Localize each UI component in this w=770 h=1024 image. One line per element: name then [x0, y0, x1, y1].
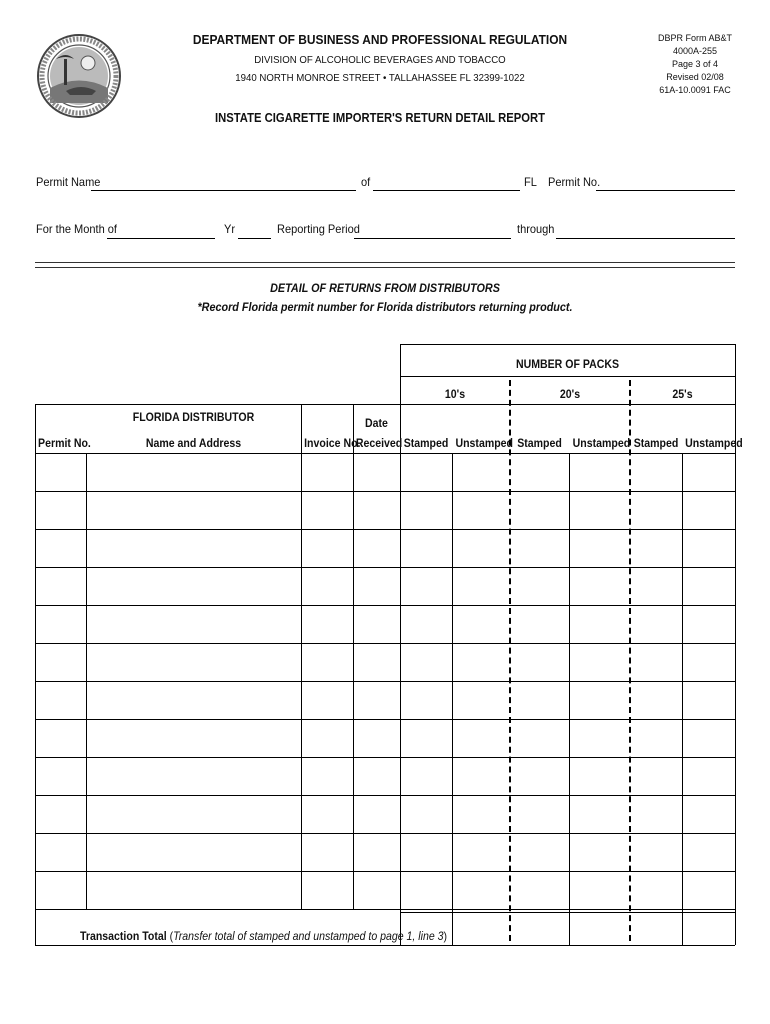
- table-row[interactable]: [36, 644, 734, 680]
- department-address: 1940 NORTH MONROE STREET • TALLAHASSEE FL 32399-1022: [235, 72, 525, 84]
- col-permit-no: Permit No.: [38, 436, 91, 450]
- table-right-border: [735, 344, 736, 945]
- permit-name-input[interactable]: [91, 190, 356, 191]
- transaction-total-title: Transaction Total: [80, 929, 167, 943]
- col-25-stamped: Stamped: [633, 436, 679, 450]
- col-20-unstamped: Unstamped: [572, 436, 631, 450]
- section-divider: [35, 262, 735, 268]
- report-title: INSTATE CIGARETTE IMPORTER'S RETURN DETAIL REPORT: [215, 111, 545, 125]
- table-bottom-line: [35, 945, 735, 946]
- number-of-packs-header: NUMBER OF PACKS: [515, 357, 620, 371]
- of-label: of: [361, 175, 371, 189]
- table-row[interactable]: [36, 682, 734, 718]
- permit-no-label: Permit No.: [548, 175, 601, 189]
- packs-header-mid-line: [400, 376, 735, 377]
- col-invoice-no: Invoice No.: [304, 436, 361, 450]
- division-name: DIVISION OF ALCOHOLIC BEVERAGES AND TOBACCO: [254, 54, 506, 66]
- year-label: Yr: [224, 222, 236, 236]
- table-row[interactable]: [36, 758, 734, 794]
- col-20-stamped: Stamped: [517, 436, 562, 450]
- revision-date: Revised 02/08: [666, 72, 724, 82]
- rule-reference: 61A-10.0091 FAC: [659, 85, 731, 95]
- total-note-close: ): [443, 929, 448, 943]
- size-20-header: 20's: [559, 387, 581, 401]
- table-row[interactable]: [36, 796, 734, 832]
- form-code: 4000A-255: [672, 46, 718, 56]
- table-row[interactable]: [36, 454, 734, 490]
- permit-name-label: Permit Name: [36, 175, 101, 189]
- table-row[interactable]: [36, 530, 734, 566]
- table-row[interactable]: [36, 872, 734, 908]
- table-row[interactable]: [36, 834, 734, 870]
- period-start-input[interactable]: [354, 238, 511, 239]
- col-25-unstamped: Unstamped: [685, 436, 743, 450]
- year-input[interactable]: [238, 238, 271, 239]
- form-info: [630, 32, 760, 97]
- col-10-stamped: Stamped: [403, 436, 449, 450]
- size-10-header: 10's: [444, 387, 466, 401]
- month-label: For the Month of: [36, 222, 118, 236]
- packs-header-top-line: [400, 344, 735, 345]
- period-end-input[interactable]: [556, 238, 735, 239]
- detail-note: *Record Florida permit number for Florida distributors returning product.: [197, 300, 573, 314]
- col-name-address: Name and Address: [145, 436, 242, 450]
- month-input[interactable]: [107, 238, 215, 239]
- reporting-period-label: Reporting Period: [277, 222, 360, 236]
- table-row[interactable]: [36, 606, 734, 642]
- date-header: Date: [365, 416, 388, 430]
- table-row[interactable]: [36, 568, 734, 604]
- col-10-unstamped: Unstamped: [455, 436, 513, 450]
- permit-no-input[interactable]: [596, 190, 735, 191]
- location-input[interactable]: [373, 190, 520, 191]
- total-double-line: [400, 912, 735, 913]
- table-row[interactable]: [36, 492, 734, 528]
- fl-label: FL: [524, 175, 537, 189]
- size-25-header: 25's: [672, 387, 693, 401]
- total-note-open: (: [166, 929, 174, 943]
- transaction-total-note: Transfer total of stamped and unstamped to page 1, line 3: [173, 929, 444, 943]
- state-seal-icon: [36, 33, 122, 119]
- through-label: through: [517, 222, 555, 236]
- col-received: Received: [355, 436, 403, 450]
- table-row[interactable]: [36, 720, 734, 756]
- page-number: Page 3 of 4: [671, 59, 719, 69]
- transaction-total-label: [80, 929, 447, 943]
- detail-title: DETAIL OF RETURNS FROM DISTRIBUTORS: [270, 281, 500, 295]
- department-title: DEPARTMENT OF BUSINESS AND PROFESSIONAL REGULATION: [192, 32, 568, 47]
- form-number: DBPR Form AB&T: [657, 33, 732, 43]
- florida-distributor-header: FLORIDA DISTRIBUTOR: [132, 410, 255, 424]
